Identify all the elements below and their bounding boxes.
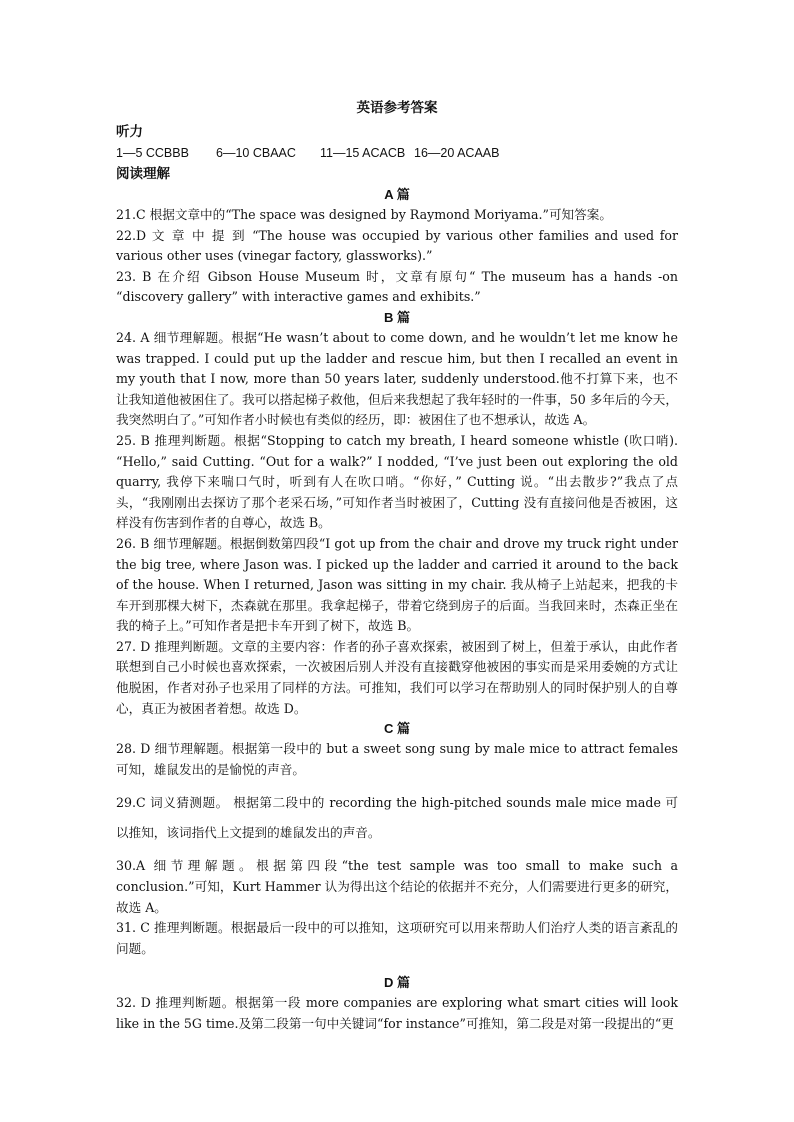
answer-22: 22.D 文 章 中 提 到 “The house was occupied by various other families and used for various other uses (vinegar factory, glassworks).” <box>116 227 678 264</box>
answer-24: 24. A 细节理解题。根据“He wasn’t about to come down, and he wouldn’t let me know he was trapped. I could put up the ladder and rescue him, but then I recalled an event in my youth that I now, more than 50 years later, suddenly understood.他不打算下来，也不让我知道他被困住了。我可以搭起梯子救他，但后来我想起了我年轻时的一件事，50 多年后的今天，我突然明白了。”可知作者小时候也有类似的经历，即：被困住了也不想承认，故选 A。 <box>116 329 678 428</box>
listening-answers <box>116 143 678 163</box>
answer-25: 25. B 推理判断题。根据“Stopping to catch my breath, I heard someone whistle (吹口哨). “Hello,” said Cutting. “Out for a walk?” I nodded, “I’ve just been out exploring the old quarry, 我停下来喘口气时，听到有人在吹口哨。“你好，” Cutting 说。“出去散步?”我点了点头，“我刚刚出去探访了那个老采石场，”可知作者当时被困了，Cutting 没有直接问他是否被困，这样没有伤害到作者的自尊心，故选 B。 <box>116 432 678 531</box>
answer-28: 28. D 细节理解题。根据第一段中的 but a sweet song sung by male mice to attract females 可知，雄鼠发出的是愉悦的声音。 <box>116 741 678 777</box>
answer-26: 26. B 细节理解题。根据倒数第四段“I got up from the chair and drove my truck right under the big tree, where Jason was. I picked up the ladder and carried it around to the back of the house. When I returned, Jason was sitting in my chair. 我从椅子上站起来，把我的卡车开到那棵大树下，杰森就在那里。我拿起梯子，带着它绕到房子的后面。当我回来时，杰森正坐在我的椅子上。”可知作者是把卡车开到了树下，故选 B。 <box>116 535 678 634</box>
reading-heading: 阅读理解 <box>116 166 170 181</box>
part-a-label: A 篇 <box>384 187 410 202</box>
answer-23: 23. B 在介绍 Gibson House Museum 时，文章有原句“ The museum has a hands -on “discovery gallery” with interactive games and exhibits.” <box>116 268 678 305</box>
answer-30: 30.A 细节理解题。根据第四段“the test sample was too small to make such a conclusion.”可知，Kurt Hammer 认为得出这个结论的依据并不充分，人们需要进行更多的研究，故选 A。 <box>116 858 678 915</box>
answer-32: 32. D 推理判断题。根据第一段 more companies are exploring what smart cities will look like in the 5G time.及第二段第一句中关键词“for instance”可推知，第二段是对第一段提出的“更 <box>116 995 678 1031</box>
listening-answer-4: 16—20 ACAAB <box>414 146 500 160</box>
document-title: 英语参考答案 <box>356 100 438 115</box>
answer-29: 29.C 词义猜测题。 根据第二段中的 recording the high-pitched sounds male mice made 可以推知，该词指代上文提到的雄鼠发出的声音。 <box>116 795 678 841</box>
answer-21: 21.C 根据文章中的“The space was designed by Raymond Moriyama.”可知答案。 <box>116 207 612 222</box>
listening-answer-2: 6—10 CBAAC <box>216 146 296 160</box>
answer-27: 27. D 推理判断题。文章的主要内容：作者的孙子喜欢探索，被困到了树上，但羞于承认，由此作者联想到自己小时候也喜欢探索，一次被困后别人并没有直接戳穿他被困的事实而是采用委婉的方式让他脱困，作者对孙子也采用了同样的方法。可推知，我们可以学习在帮助别人的同时保护别人的自尊心，真正为被困者着想。故选 D。 <box>116 638 678 716</box>
listening-answer-1: 1—5 CCBBB <box>116 146 189 160</box>
listening-heading: 听力 <box>116 124 143 139</box>
part-c-label: C 篇 <box>383 721 410 737</box>
part-d-label: D 篇 <box>383 975 410 991</box>
answer-31: 31. C 推理判断题。根据最后一段中的可以推知，这项研究可以用来帮助人们治疗人类的语言紊乱的问题。 <box>116 920 678 956</box>
listening-answer-3: 11—15 ACACB <box>320 146 406 160</box>
part-b-label: B 篇 <box>383 309 410 325</box>
answer-key-page <box>116 96 678 1035</box>
